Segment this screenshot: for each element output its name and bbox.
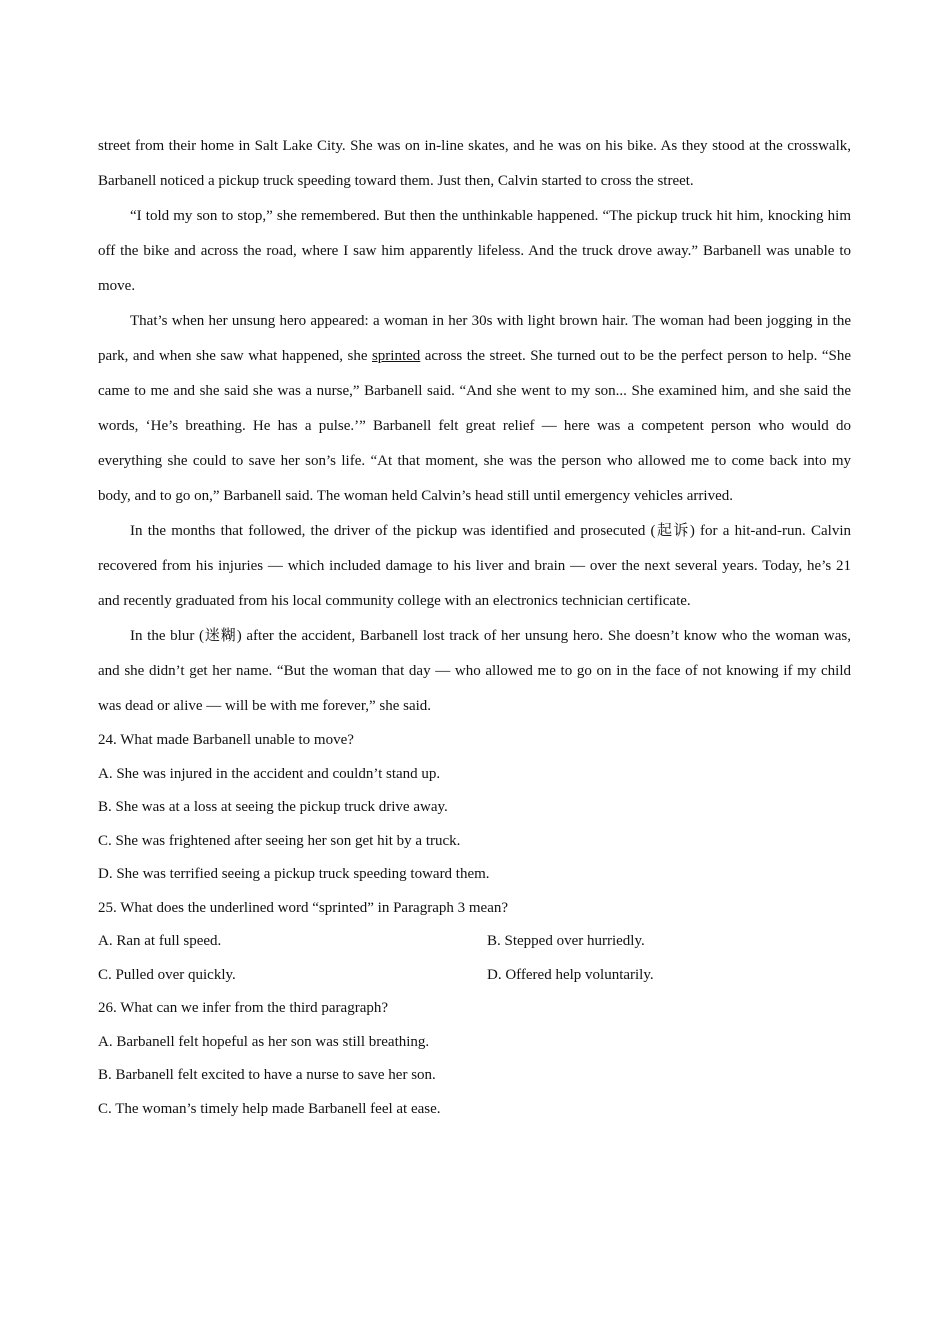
paragraph-3-text-start: That’s when her unsung hero appeared: a woman in her 30s with light brown hair. The woman had been jogging in the park, and when she saw what happened, she: [98, 313, 851, 364]
underlined-word-sprinted: sprinted: [371, 348, 421, 364]
question-25-option-c: C. Pulled over quickly.: [98, 966, 236, 983]
question-26-stem: 26. What can we infer from the third paragraph?: [98, 1000, 389, 1016]
passage-paragraph-2: “I told my son to stop,” she remembered. But then the unthinkable happened. “The pickup truck hit him, knocking him off the bike and across the road, where I saw him apparently lifeless. And the truck drove away.” Barbanell was unable to move.: [98, 208, 851, 294]
question-24-stem: 24. What made Barbanell unable to move?: [98, 732, 354, 748]
question-24-option-b: B. She was at a loss at seeing the pickup truck drive away.: [98, 799, 448, 815]
question-24-option-d: D. She was terrified seeing a pickup truck speeding toward them.: [98, 866, 490, 882]
question-25: [98, 892, 851, 993]
question-26-option-b: B. Barbanell felt excited to have a nurse to save her son.: [98, 1067, 436, 1083]
document-page: [98, 129, 851, 1126]
question-24: [98, 724, 851, 892]
question-25-option-a: A. Ran at full speed.: [98, 933, 222, 949]
question-25-row-2: [98, 959, 851, 993]
passage-paragraph-3: [98, 304, 851, 514]
passage-paragraph-5: In the blur (迷糊) after the accident, Barbanell lost track of her unsung hero. She doesn’t know who the woman was, and she didn’t get her name. “But the woman that day — who allowed me to go on in the face of not knowing if my child was dead or alive — will be with me forever,” she said.: [98, 628, 851, 714]
question-26-option-a: A. Barbanell felt hopeful as her son was still breathing.: [98, 1033, 430, 1050]
question-25-row-1: [98, 925, 851, 959]
question-24-option-c: C. She was frightened after seeing her son get hit by a truck.: [98, 832, 461, 849]
question-25-option-d: D. Offered help voluntarily.: [487, 966, 654, 983]
question-25-stem: 25. What does the underlined word “sprinted” in Paragraph 3 mean?: [98, 899, 509, 916]
passage-paragraph-4: In the months that followed, the driver of the pickup was identified and prosecuted (起诉) for a hit-and-run. Calvin recovered from his injuries — which included damage to his liver and brain — over the next several years. Today, he’s 21 and recently graduated from his local community college with an electronics technician certificate.: [98, 523, 851, 609]
paragraph-3-text-end: across the street. She turned out to be the perfect person to help. “She came to me and she said she was a nurse,” Barbanell said. “And she went to my son... She examined him, and she said the words, ‘He’s breathing. He has a pulse.’” Barbanell felt great relief — here was a competent person who would do everything she could to save her son’s life. “At that moment, she was the person who allowed me to come back into my body, and to go on,” Barbanell said. The woman held Calvin’s head still until emergency vehicles arrived.: [98, 348, 852, 504]
question-24-option-a: A. She was injured in the accident and couldn’t stand up.: [98, 765, 441, 782]
question-25-option-b: B. Stepped over hurriedly.: [487, 933, 645, 949]
question-26: [98, 992, 851, 1126]
passage-paragraph-1: street from their home in Salt Lake City. She was on in-line skates, and he was on his bike. As they stood at the crosswalk, Barbanell noticed a pickup truck speeding toward them. Just then, Calvin started to cross the street.: [98, 138, 851, 189]
question-26-option-c: C. The woman’s timely help made Barbanell feel at ease.: [98, 1100, 441, 1117]
